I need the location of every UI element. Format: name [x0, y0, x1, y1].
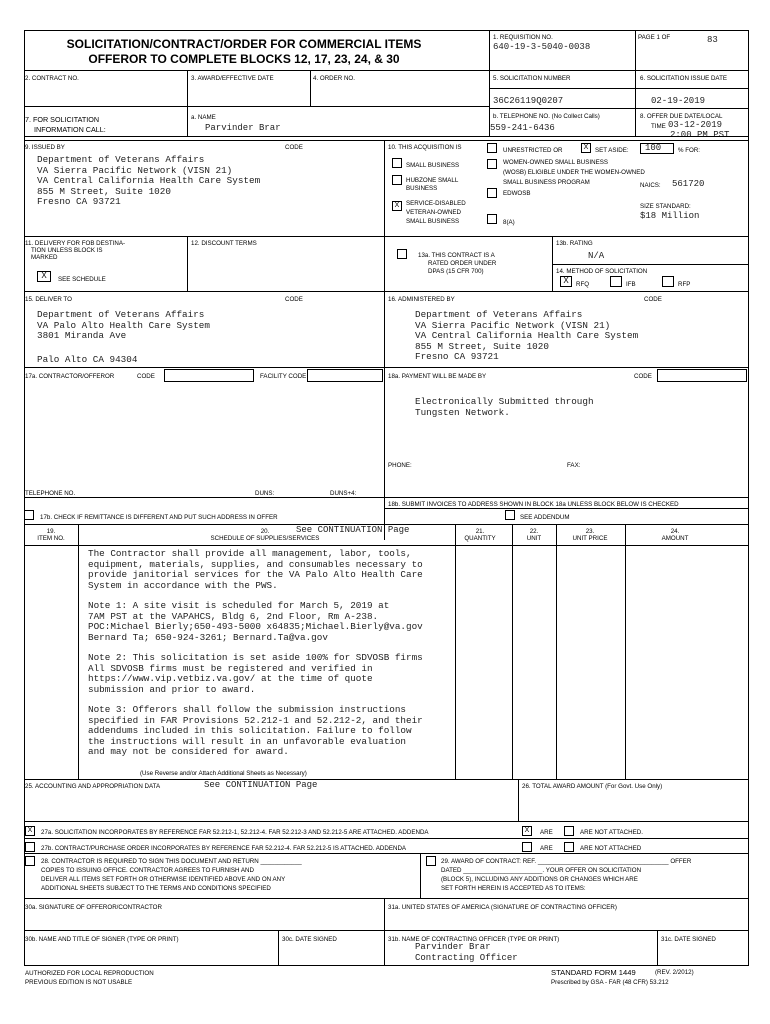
see-addendum-label: SEE ADDENDUM — [520, 514, 570, 521]
wosb-label-3: SMALL BUSINESS PROGRAM — [503, 179, 590, 186]
date-signed-31c-field[interactable] — [661, 944, 749, 962]
col-quantity-num: 21. — [475, 528, 485, 535]
contracting-officer-name: Parvinder Brar — [415, 942, 491, 952]
paragraph — [88, 601, 450, 643]
date-signed-31c-label: 31c. DATE SIGNED — [661, 936, 716, 943]
contractor-code-field[interactable] — [164, 369, 254, 382]
edwosb-checkbox[interactable] — [487, 188, 497, 198]
administered-by-label: 16. ADMINISTERED BY — [388, 296, 455, 303]
sdvosb-label-1: SERVICE-DISABLED — [406, 200, 466, 207]
col-unit-price-label: UNIT PRICE — [572, 535, 608, 542]
schedule-description — [88, 549, 450, 758]
see-schedule-label: SEE SCHEDULE — [58, 276, 106, 283]
clause-27a-are-checkbox[interactable]: X — [522, 826, 532, 836]
clause-27b-label: 27b. CONTRACT/PURCHASE ORDER INCORPORATES BY REFERENCE FAR 52.212-4. FAR 52.212-5 IS ATTACHED. ADDENDA — [41, 845, 407, 852]
rfq-checkbox[interactable]: X — [560, 276, 572, 287]
address-line: VA Central California Health Care System — [37, 175, 261, 186]
set-aside-checkbox[interactable]: X — [581, 143, 591, 153]
rfp-checkbox[interactable] — [662, 276, 674, 287]
issued-by-code-label: CODE — [285, 144, 303, 151]
text-line: POC:Michael Bierly;650-493-5000 x64835;Michael.Bierly@va.gov — [88, 621, 423, 632]
contact-name-label: a. NAME — [191, 114, 216, 121]
col-supplies-num: 20. — [260, 528, 270, 535]
for-info-label-1: 7. FOR SOLICITATION — [25, 115, 100, 124]
duns-label: DUNS: — [255, 490, 275, 497]
footer-form-name: STANDARD FORM 1449 — [551, 968, 636, 977]
small-business-label: SMALL BUSINESS — [406, 162, 460, 169]
signature-30a-field[interactable] — [25, 912, 383, 930]
hubzone-checkbox[interactable] — [392, 175, 402, 185]
clause-27a-are-label: ARE — [540, 829, 553, 836]
offer-due-date: 03-12-2019 — [668, 120, 723, 130]
address-line: Fresno CA 93721 — [37, 196, 121, 207]
signer-name-label: 30b. NAME AND TITLE OF SIGNER (TYPE OR PRINT) — [25, 936, 179, 943]
issue-date-value: 02-19-2019 — [651, 96, 706, 106]
administered-by-address — [415, 310, 638, 363]
col-amount-label: AMOUNT — [661, 535, 689, 542]
offer-due-label: 8. OFFER DUE DATE/LOCAL — [640, 113, 723, 120]
col-supplies-label: SCHEDULE OF SUPPLIES/SERVICES — [210, 535, 320, 542]
see-schedule-checkbox[interactable]: X — [37, 271, 51, 282]
sdvosb-label-3: SMALL BUSINESS — [406, 218, 460, 225]
text-line: Note 2: This solicitation is set aside 100% for SDVOSB firms — [88, 652, 423, 663]
discount-terms-label: 12. DISCOUNT TERMS — [191, 240, 257, 247]
issued-by-address — [37, 155, 260, 208]
text-line: specified in FAR Provisions 52.212-1 and 52.212-2, and their — [88, 714, 423, 726]
submit-invoices-label: 18b. SUBMIT INVOICES TO ADDRESS SHOWN IN BLOCK 18a UNLESS BLOCK BELOW IS CHECKED — [388, 501, 679, 508]
text-line: submission and prior to award. — [88, 683, 256, 695]
col-item-no-label: ITEM NO. — [37, 535, 65, 542]
paragraph — [88, 653, 450, 695]
payment-fax-label: FAX: — [567, 462, 581, 469]
payment-code-field[interactable] — [657, 369, 747, 382]
duns4-label: DUNS+4: — [330, 490, 357, 497]
unrestricted-checkbox[interactable] — [487, 143, 497, 153]
clause-27a-not-checkbox[interactable] — [564, 826, 574, 836]
issue-date-label: 6. SOLICITATION ISSUE DATE — [640, 75, 727, 82]
contracting-officer-label: 31b. NAME OF CONTRACTING OFFICER (TYPE OR PRINT) — [388, 936, 560, 943]
footer-authorized: AUTHORIZED FOR LOCAL REPRODUCTION — [25, 970, 154, 977]
contact-name-value: Parvinder Brar — [205, 123, 281, 133]
percent-for-label: % FOR: — [678, 147, 701, 154]
clause-28-checkbox[interactable] — [25, 856, 35, 866]
text-line: https://www.vip.vetbiz.va.gov/ at the time of quote — [88, 673, 373, 684]
address-line: VA Central California Health Care System — [415, 330, 639, 341]
address-line — [37, 342, 210, 353]
footer-previous-edition: PREVIOUS EDITION IS NOT USABLE — [25, 979, 133, 986]
order-no-label: 4. ORDER NO. — [313, 75, 355, 82]
remittance-checkbox[interactable] — [24, 510, 34, 520]
clause-29-line2: DATED _______________________. YOUR OFFER ON SOLICITATION — [441, 867, 642, 874]
text-line: addendums included in this solicitation. Failure to follow — [88, 725, 412, 736]
form-title-line1: SOLICITATION/CONTRACT/ORDER FOR COMMERCIAL ITEMS — [66, 37, 422, 51]
col-unit-price-num: 23. — [585, 528, 595, 535]
wosb-label-2: (WOSB) ELIGIBLE UNDER THE WOMEN-OWNED — [503, 169, 645, 176]
total-award-label: 26. TOTAL AWARD AMOUNT (For Govt. Use Only) — [522, 783, 663, 790]
for-info-label-2: INFORMATION CALL: — [34, 125, 106, 134]
clause-28-line1: 28. CONTRACTOR IS REQUIRED TO SIGN THIS DOCUMENT AND RETURN ____________ — [41, 858, 302, 865]
footer-prescribed: Prescribed by GSA - FAR (48 CFR) 53.212 — [551, 979, 669, 986]
small-business-checkbox[interactable] — [392, 158, 402, 168]
address-line: Palo Alto CA 94304 — [37, 354, 138, 365]
address-line: Fresno CA 93721 — [415, 351, 499, 362]
signature-30a-label: 30a. SIGNATURE OF OFFEROR/CONTRACTOR — [25, 904, 162, 911]
facility-code-field[interactable] — [307, 369, 383, 382]
administered-by-code-label: CODE — [644, 296, 662, 303]
delivery-label-1: 11. DELIVERY FOR FOB DESTINA- — [25, 240, 126, 247]
sdvosb-label-2: VETERAN-OWNED — [406, 209, 462, 216]
text-line: All SDVOSB firms must be registered and verified in — [88, 662, 373, 674]
see-addendum-checkbox[interactable] — [505, 510, 515, 520]
unrestricted-label: UNRESTRICTED OR — [503, 147, 563, 154]
set-aside-percent-value: 100 — [645, 143, 662, 153]
solicitation-no-value: 36C26119Q0207 — [493, 96, 564, 106]
col-unit-num: 22. — [529, 528, 539, 535]
offer-due-time: 2:00 PM PST — [670, 130, 730, 140]
page-total: 83 — [707, 35, 718, 45]
size-standard-value: $18 Million — [640, 211, 700, 221]
clause-27b-not-checkbox[interactable] — [564, 842, 574, 852]
requisition-no-value: 640-19-3-5040-0038 — [493, 42, 591, 52]
rfp-label: RFP — [678, 281, 691, 288]
address-line: 855 M Street, Suite 1020 — [37, 185, 171, 197]
clause-28-line3: DELIVER ALL ITEMS SET FORTH OR OTHERWISE IDENTIFIED ABOVE AND ON ANY — [41, 876, 286, 883]
address-line: 855 M Street, Suite 1020 — [415, 340, 549, 352]
phone-label: b. TELEPHONE NO. (No Collect Calls) — [493, 113, 600, 120]
clause-29-checkbox[interactable] — [426, 856, 436, 866]
clause-27b-not-label: ARE NOT ATTACHED — [580, 845, 642, 852]
address-line: Tungsten Network. — [415, 406, 510, 418]
method-label: 14. METHOD OF SOLICITATION — [556, 268, 648, 275]
date-signed-30c-label: 30c. DATE SIGNED — [282, 936, 337, 943]
eight-a-label: 8(A) — [503, 219, 515, 226]
address-line: VA Sierra Pacific Network (VISN 21) — [37, 164, 233, 176]
delivery-label-3: MARKED — [31, 254, 58, 261]
address-line: Department of Veterans Affairs — [37, 309, 205, 320]
text-line: System in accordance with the PWS. — [88, 579, 278, 591]
ifb-label: IFB — [626, 281, 636, 288]
deliver-to-code-label: CODE — [285, 296, 303, 303]
clause-27b-checkbox[interactable] — [25, 842, 35, 852]
col-quantity-label: QUANTITY — [464, 535, 496, 542]
address-line: VA Palo Alto Health Care System — [37, 319, 210, 331]
clause-27a-not-label: ARE NOT ATTACHED. — [580, 829, 643, 836]
clause-27b-are-label: ARE — [540, 845, 553, 852]
text-line: the instructions will result in an unfavorable evaluation — [88, 735, 407, 747]
naics-value: 561720 — [672, 179, 705, 189]
sdvosb-checkbox[interactable]: X — [392, 201, 402, 211]
deliver-to-label: 15. DELIVER TO — [25, 296, 72, 303]
clause-29-line4: SET FORTH HEREIN IS ACCEPTED AS TO ITEMS: — [441, 885, 586, 892]
ifb-checkbox[interactable] — [610, 276, 622, 287]
telephone-label: TELEPHONE NO. — [25, 490, 76, 497]
signature-31a-field[interactable] — [388, 912, 748, 930]
issued-by-label: 9. ISSUED BY — [25, 144, 65, 151]
col-amount-num: 24. — [670, 528, 680, 535]
phone-value: 559-241-6436 — [490, 123, 555, 133]
naics-label: NAICS: — [640, 182, 661, 189]
address-line: VA Sierra Pacific Network (VISN 21) — [415, 319, 611, 331]
remittance-label: 17b. CHECK IF REMITTANCE IS DIFFERENT AND PUT SUCH ADDRESS IN OFFER — [40, 514, 278, 521]
footer-revision: (REV. 2/2012) — [655, 969, 694, 976]
signature-31a-label: 31a. UNITED STATES OF AMERICA (SIGNATURE OF CONTRACTING OFFICER) — [388, 904, 617, 911]
clause-27b-are-checkbox[interactable] — [522, 842, 532, 852]
text-line: equipment, materials, supplies, and consumables necessary to — [88, 558, 423, 570]
contractor-code-label: CODE — [137, 373, 155, 380]
solicitation-no-label: 5. SOLICITATION NUMBER — [493, 75, 571, 82]
text-line: The Contractor shall provide all management, labor, tools, — [88, 548, 412, 559]
text-line: Bernard Ta; 650-924-3261; Bernard.Ta@va.gov — [88, 631, 328, 643]
text-line: and may not be considered for award. — [88, 746, 289, 757]
set-aside-label: SET ASIDE: — [595, 147, 629, 154]
page-label: PAGE 1 OF — [638, 34, 671, 41]
date-signed-30c-field[interactable] — [282, 944, 382, 962]
eight-a-checkbox[interactable] — [487, 214, 497, 224]
delivery-label-2: TION UNLESS BLOCK IS — [31, 247, 103, 254]
clause-28-line2: COPIES TO ISSUING OFFICE. CONTRACTOR AGREES TO FURNISH AND — [41, 867, 254, 874]
clause-27a-checkbox[interactable]: X — [25, 826, 35, 836]
payment-label: 18a. PAYMENT WILL BE MADE BY — [388, 373, 487, 380]
rating-label: 13b. RATING — [556, 240, 593, 247]
text-line: provide janitorial services for the VA Palo Alto Health Care — [88, 569, 423, 580]
accounting-value: See CONTINUATION Page — [204, 780, 318, 790]
signer-name-field[interactable] — [25, 944, 278, 962]
rated-order-label-3: DPAS (15 CFR 700) — [428, 268, 484, 275]
rated-order-label-1: 13a. THIS CONTRACT IS A — [418, 252, 495, 259]
reverse-note: (Use Reverse and/or Attach Additional Sheets as Necessary) — [140, 770, 307, 777]
clause-29-line1: 29. AWARD OF CONTRACT: REF. ______________________________________ OFFER — [441, 858, 692, 865]
paragraph — [88, 549, 450, 591]
clause-27a-label: 27a. SOLICITATION INCORPORATES BY REFERENCE FAR 52.212-1, 52.212-4. FAR 52.212-3 AND 52.212-5 ARE ATTACHED. ADDENDA — [41, 829, 429, 836]
rating-value: N/A — [588, 251, 605, 261]
text-line: 7AM PST at the VAPAHCS, Bldg 6, 2nd Floor, Rm A-238. — [88, 610, 379, 622]
hubzone-label-2: BUSINESS — [406, 185, 438, 192]
address-line: Electronically Submitted through — [415, 396, 594, 407]
contractor-label: 17a. CONTRACTOR/OFFEROR — [25, 373, 115, 380]
award-date-label: 3. AWARD/EFFECTIVE DATE — [191, 75, 274, 82]
clause-29-line3: (BLOCK 5), INCLUDING ANY ADDITIONS OR CHANGES WHICH ARE — [441, 876, 638, 883]
wosb-label-1: WOMEN-OWNED SMALL BUSINESS — [503, 159, 608, 166]
col-item-no-num: 19. — [46, 528, 56, 535]
rated-order-checkbox[interactable] — [397, 249, 407, 259]
accounting-label: 25. ACCOUNTING AND APPROPRIATION DATA — [25, 783, 161, 790]
size-standard-label: SIZE STANDARD: — [640, 203, 691, 210]
hubzone-label-1: HUBZONE SMALL — [406, 177, 459, 184]
rated-order-label-2: RATED ORDER UNDER — [428, 260, 497, 267]
text-line: Note 1: A site visit is scheduled for March 5, 2019 at — [88, 600, 390, 611]
deliver-to-address — [37, 310, 210, 366]
facility-code-label: FACILITY CODE — [260, 373, 307, 380]
payment-code-label: CODE — [634, 373, 652, 380]
clause-28-line4: ADDITIONAL SHEETS SUBJECT TO THE TERMS AND CONDITIONS SPECIFIED — [41, 885, 271, 892]
payment-phone-label: PHONE: — [388, 462, 412, 469]
text-line: Note 3: Offerors shall follow the submission instructions — [88, 704, 407, 715]
contracting-officer-title: Contracting Officer — [415, 953, 518, 963]
payment-address — [415, 397, 594, 418]
offer-due-time-label: TIME — [651, 123, 666, 130]
address-line: Department of Veterans Affairs — [415, 309, 583, 320]
col-unit-label: UNIT — [526, 535, 542, 542]
address-line: Department of Veterans Affairs — [37, 154, 205, 165]
continuation-note: See CONTINUATION Page — [296, 525, 410, 535]
form-title-line2: OFFEROR TO COMPLETE BLOCKS 12, 17, 23, 24, & 30 — [88, 52, 400, 66]
rfq-label: RFQ — [576, 281, 590, 288]
requisition-no-label: 1. REQUISITION NO. — [493, 34, 553, 41]
form-title — [24, 37, 464, 67]
acquisition-label: 10. THIS ACQUISITION IS — [388, 144, 462, 151]
wosb-checkbox[interactable] — [487, 159, 497, 169]
paragraph — [88, 705, 450, 758]
address-line: 3801 Miranda Ave — [37, 330, 127, 341]
contract-no-label: 2. CONTRACT NO. — [25, 75, 79, 82]
edwosb-label: EDWOSB — [503, 190, 531, 197]
